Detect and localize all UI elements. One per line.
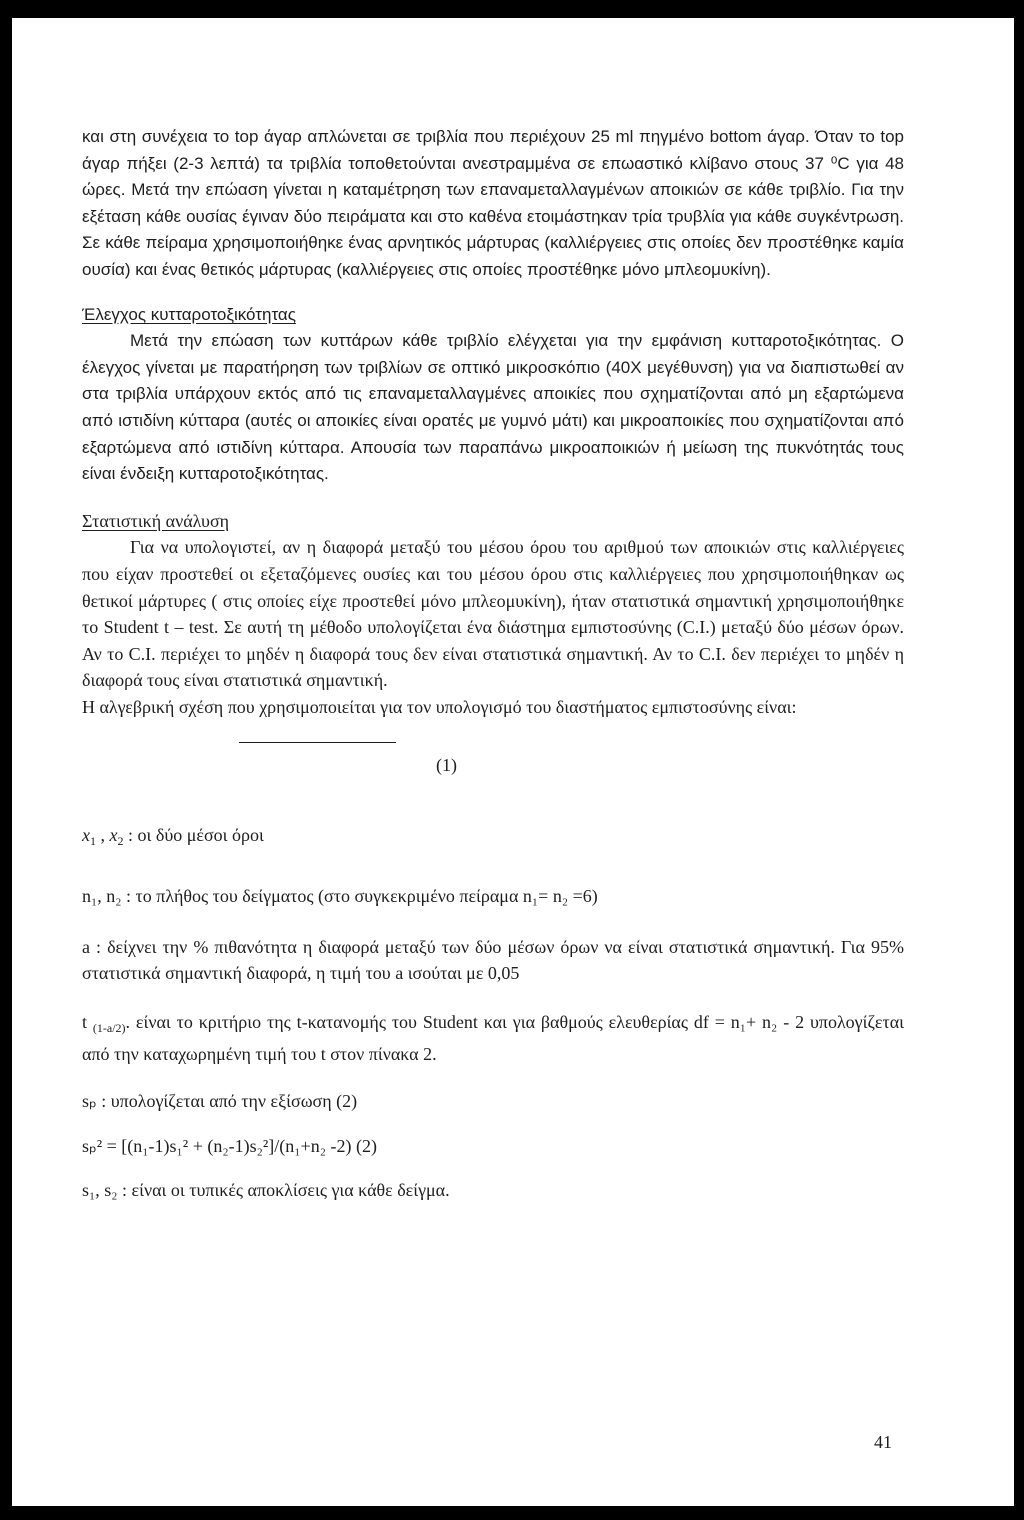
- symbol-t: t: [82, 1011, 93, 1032]
- formula-bar: [239, 742, 396, 743]
- paragraph-statistics-2: Η αλγεβρική σχέση που χρησιμοποιείται για τον υπολογισμό του διαστήματος εμπιστοσύνης είναι:: [82, 696, 797, 717]
- symbol-t-subscript: (1-a/2): [92, 1020, 126, 1035]
- definition-t-criterion: [82, 1009, 904, 1068]
- definition-t-text: . είναι το κριτήριο της t-κατανομής του Student και για βαθμούς ελευθερίας df = n₁+ n₂ - 2 υπολογίζεται από την καταχωρημένη τιμή του t στον πίνακα 2.: [82, 1011, 904, 1065]
- definition-sp: sₚ : υπολογίζεται από την εξίσωση (2): [82, 1091, 358, 1112]
- heading-statistics: Στατιστική ανάλυση: [82, 510, 230, 531]
- definition-standard-deviations: s₁, s₂ : είναι οι τυπικές αποκλίσεις για κάθε δείγμα.: [82, 1180, 450, 1201]
- symbol-x1-subscript: 1: [90, 834, 96, 849]
- definition-means: [82, 822, 904, 855]
- page-number: 41: [874, 1432, 892, 1452]
- paragraph-cytotoxicity: Μετά την επώαση των κυττάρων κάθε τριβλίο ελέγχεται για την εμφάνιση κυτταροτοξικότητας. Ο έλεγχος γίνεται με παρατήρηση των τριβλίων σε οπτικό μικροσκόπιο (40X μεγέθυνση) για να διαπιστωθεί αν στα τριβλία υπάρχουν εκτός από τις επαναμεταλλαγμένες αποικίες που σχηματίζονται από μη εξαρτώμενα από ιστιδίνη κύτταρα (αυτές οι αποικίες είναι ορατές με γυμνό μάτι) και μικροαποικίες που σχηματίζονται από εξαρτώμενα από ιστιδίνη κύτταρα. Απουσία των παραπάνω μικροαποικιών ή μείωση της πυκνότητάς τους είναι ένδειξη κυτταροτοξικότητας.: [82, 331, 904, 484]
- symbol-x2-subscript: 2: [117, 834, 124, 849]
- symbol-separator: ,: [96, 825, 110, 846]
- symbol-x1: x: [82, 825, 90, 846]
- definition-alpha: a : δείχνει την % πιθανότητα η διαφορά μεταξύ των δύο μέσων όρων να είναι στατιστικά σημαντική. Για 95% στατιστικά σημαντική διαφορά, η τιμή του a ισούται με 0,05: [82, 936, 904, 984]
- paragraph-methods: και στη συνέχεια το top άγαρ απλώνεται σε τριβλία που περιέχουν 25 ml πηγμένο bottom άγαρ. Όταν το top άγαρ πήξει (2-3 λεπτά) τα τριβλία τοποθετούνται ανεστραμμένα σε επωαστικό κλίβανο στους 37 ⁰C για 48 ώρες. Μετά την επώαση γίνεται η καταμέτρηση των επαναμεταλλαγμένων αποικιών σε κάθε τριβλίο. Για την εξέταση κάθε ουσίας έγιναν δύο πειράματα και στο καθένα ετοιμάστηκαν τρία τρυβλία για κάθε συγκέντρωση. Σε κάθε πείραμα χρησιμοποιήθηκε ένας αρνητικός μάρτυρας (καλλιέργειες στις οποίες δεν προστέθηκε καμία ουσία) και ένας θετικός μάρτυρας (καλλιέργειες στις οποίες προστέθηκε μόνο μπλεομυκίνη).: [82, 127, 904, 279]
- definition-sample-size: n₁, n₂ : το πλήθος του δείγματος (στο συγκεκριμένο πείραμα n₁= n₂ =6): [82, 886, 598, 907]
- equation-2: sₚ² = [(n₁-1)s₁² + (n₂-1)s₂²]/(n₁+n₂ -2) (2): [82, 1135, 377, 1156]
- heading-cytotoxicity: Έλεγχος κυτταροτοξικότητας: [82, 304, 296, 324]
- paragraph-statistics-1: Για να υπολογιστεί, αν η διαφορά μεταξύ του μέσου όρου του αριθμού των αποικιών στις καλλιέργειες που είχαν προστεθεί οι εξεταζόμενες ουσίες και του μέσου όρου στις καλλιέργειες που χρησιμοποιήθηκαν ως θετικοί μάρτυρες ( στις οποίες είχε προστεθεί μόνο μπλεομυκίνη), ήταν στατιστικά σημαντική χρησιμοποιήθηκε το Student t – test. Σε αυτή τη μέθοδο υπολογίζεται ένα διάστημα εμπιστοσύνης (C.I.) μεταξύ δύο μέσων όρων. Αν το C.I. περιέχει το μηδέν η διαφορά τους δεν είναι στατιστικά σημαντική. Αν το C.I. δεν περιέχει το μηδέν η διαφορά τους είναι στατιστικά σημαντική.: [82, 537, 904, 691]
- formula-number: (1): [436, 755, 457, 776]
- definition-means-text: : οι δύο μέσοι όροι: [123, 825, 264, 846]
- symbol-x2: x: [109, 825, 118, 846]
- confidence-interval-formula: [82, 738, 904, 804]
- document-page: [82, 124, 904, 1204]
